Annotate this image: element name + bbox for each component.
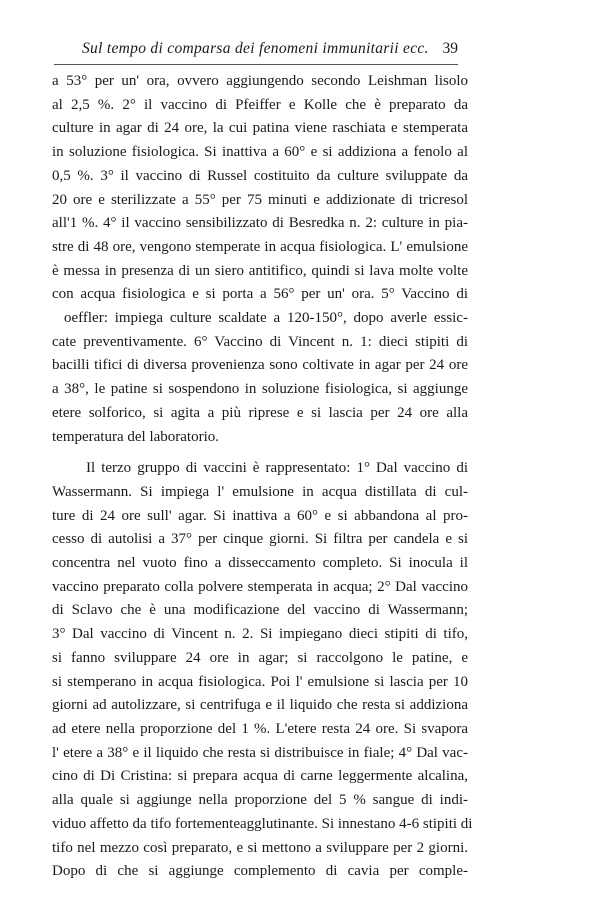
text-line: con acqua fisiologica e si porta a 56° per un' ora. 5° Vaccino di [52,286,468,303]
text-line: di Sclavo che è una modificazione del vaccino di Wassermann; [52,602,468,619]
text-line: a 38°, le patine si sospendono in soluzione fisiologica, si aggiunge [52,381,468,398]
text-line: 3° Dal vaccino di Vincent n. 2. Si impiegano dieci stipiti di tifo, [52,626,468,643]
header-rule [54,64,458,65]
text-line: cino di Di Cristina: si prepara acqua di carne leggermente alcalina, [52,768,468,785]
text-line: l' etere a 38° e il liquido che resta si distribuisce in fiale; 4° Dal vac- [52,744,468,761]
text-line: 0,5 %. 3° il vaccino di Russel costituito da culture sviluppate da [52,167,468,184]
paragraph-gap [52,449,468,457]
text-line: tifo nel mezzo così preparato, e si mettono a sviluppare per 2 giorni. [52,839,468,856]
text-line: a 53° per un' ora, ovvero aggiungendo secondo Leishman lisolo [52,73,468,89]
body-text [52,70,473,884]
text-line: cate preventivamente. 6° Vaccino di Vincent n. 1: dieci stipiti di [52,333,468,350]
text-line: stre di 48 ore, vengono stemperate in acqua fisiologica. L' emulsione [52,238,468,255]
text-line: al 2,5 %. 2° il vaccino di Pfeiffer e Kolle che è preparato da [52,96,468,113]
text-line: 20 ore e sterilizzate a 55° per 75 minuti e addizionate di tricresol [52,191,468,208]
text-line: è messa in presenza di un siero antitifico, quindi si lava molte volte [52,262,468,279]
text-line: giorni ad autolizzare, si centrifuga e il liquido che resta si addiziona [52,697,468,714]
text-line: in soluzione fisiologica. Si inattiva a 60° e si addiziona a fenolo al [52,144,468,161]
running-title: Sul tempo di comparsa dei fenomeni immunitarii ecc. [82,40,429,57]
text-line: concentra nel vuoto fino a disseccamento completo. Si inocula il [52,555,468,572]
text-line: viduo affetto da tifo fortementeagglutinante. Si innestano 4-6 stipiti di [52,815,473,832]
paragraph-1 [52,70,468,449]
text-line: Dopo di che si aggiunge complemento di cavia per comple- [52,863,468,880]
text-line: Wassermann. Si impiega l' emulsione in acqua distillata di cul- [52,483,468,500]
text-line: etere solforico, si agita a più riprese e si lascia per 24 ore alla [52,404,468,421]
text-line: alla quale si aggiunge nella proporzione del 5 % sangue di indi- [52,792,468,809]
text-line: si fanno sviluppare 24 ore in agar; si raccolgono le patine, e [52,649,468,666]
page-number: 39 [442,40,458,57]
text-line: vaccino preparato colla polvere stemperata in acqua; 2° Dal vaccino [52,578,468,595]
text-line: ad etere nella proporzione del 1 %. L'etere resta 24 ore. Si svapora [52,720,468,737]
text-line: cesso di autolisi a 37° per cinque giorni. Si filtra per candela e si [52,531,468,548]
text-line: bacilli tifici di diversa provenienza sono coltivate in agar per 24 ore [52,357,468,374]
text-line: culture in agar di 24 ore, la cui patina viene raschiata e stemperata [52,120,468,137]
text-line: all'1 %. 4° il vaccino sensibilizzato di Besredka n. 2: culture in pia- [52,215,468,232]
text-line: ture di 24 ore sull' agar. Si inattiva a 60° e si abbandona al pro- [52,507,468,524]
paragraph-2 [52,457,473,884]
text-line: oeffler: impiega culture scaldate a 120-150°, dopo averle essic- [64,310,468,327]
text-line: si stemperano in acqua fisiologica. Poi l' emulsione si lascia per 10 [52,673,468,690]
running-header [54,40,458,64]
text-line: temperatura del laboratorio. [52,428,220,445]
text-line: Il terzo gruppo di vaccini è rappresentato: 1° Dal vaccino di [86,460,468,477]
